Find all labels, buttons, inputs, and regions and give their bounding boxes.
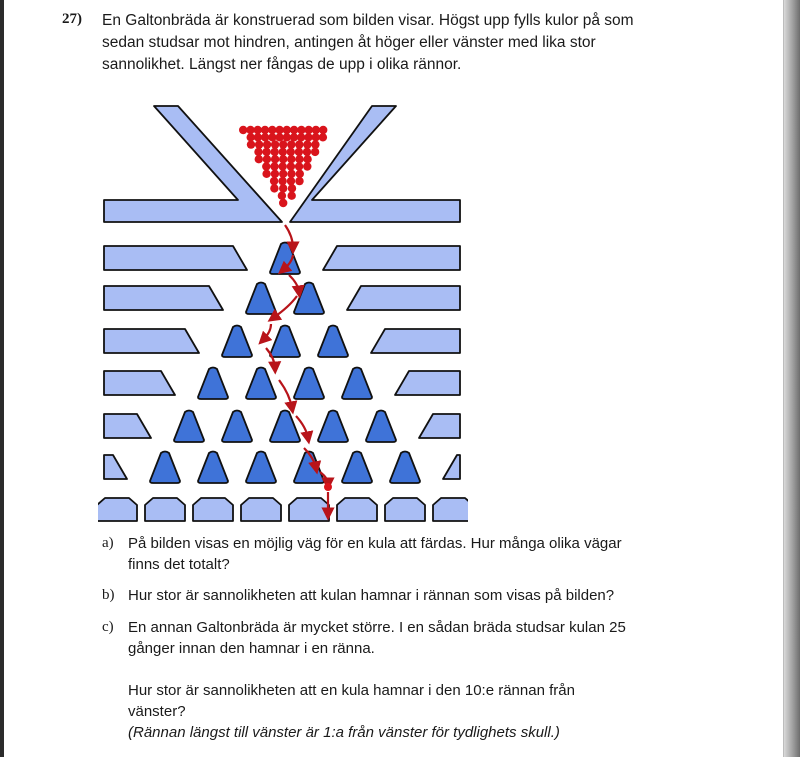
- ball: [279, 140, 287, 148]
- part-b-label: b): [102, 587, 115, 603]
- part-c-text: gånger innan den hamnar i en ränna.: [128, 640, 375, 657]
- ball: [278, 192, 286, 200]
- question-number: 27): [62, 11, 82, 27]
- bin: [433, 498, 468, 521]
- peg: [318, 326, 348, 358]
- part-c-label: c): [102, 619, 114, 635]
- side-walls: [104, 246, 460, 479]
- ball: [279, 162, 287, 170]
- right-wall: [347, 286, 460, 310]
- left-wall: [104, 246, 247, 270]
- ball: [271, 148, 279, 156]
- ball: [295, 162, 303, 170]
- window-left-edge: [0, 0, 4, 757]
- ball: [311, 148, 319, 156]
- right-wall: [395, 371, 460, 395]
- ball: [246, 126, 254, 134]
- ball: [287, 148, 295, 156]
- ball: [278, 177, 286, 185]
- peg: [270, 411, 300, 443]
- ball: [279, 155, 287, 163]
- ball: [287, 140, 295, 148]
- peg: [246, 368, 276, 400]
- ball: [254, 126, 262, 134]
- ball: [262, 170, 270, 178]
- intro-line: sannolikhet. Längst ner fångas de upp i olika rännor.: [102, 56, 462, 73]
- part-c-question-text: Hur stor är sannolikheten att en kula hamnar i den 10:e rännan från: [128, 682, 575, 699]
- ball: [295, 148, 303, 156]
- peg: [342, 452, 372, 484]
- peg: [270, 326, 300, 358]
- peg: [198, 452, 228, 484]
- bin: [385, 498, 425, 521]
- ball: [288, 184, 296, 192]
- ball: [271, 155, 279, 163]
- ball: [290, 126, 298, 134]
- part-a-label: a): [102, 535, 114, 551]
- part-b-text: Hur stor är sannolikheten att kulan hamnar i rännan som visas på bilden?: [128, 587, 615, 604]
- ball: [304, 133, 312, 141]
- ball: [303, 162, 311, 170]
- ball: [287, 155, 295, 163]
- peg: [174, 411, 204, 443]
- path-arrow: [289, 275, 299, 292]
- ball: [295, 155, 303, 163]
- ball: [303, 155, 311, 163]
- peg: [318, 411, 348, 443]
- part-a-text: På bilden visas en möjlig väg för en kula att färdas. Hur många olika vägar: [128, 535, 622, 552]
- ball: [275, 133, 283, 141]
- ball: [270, 184, 278, 192]
- ball: [270, 162, 278, 170]
- peg: [294, 368, 324, 400]
- peg: [390, 452, 420, 484]
- bin: [98, 498, 137, 521]
- ball: [288, 192, 296, 200]
- ball: [262, 162, 270, 170]
- bin: [337, 498, 377, 521]
- bin: [289, 498, 329, 521]
- peg: [222, 411, 252, 443]
- peg: [366, 411, 396, 443]
- ball: [255, 155, 263, 163]
- ball: [279, 148, 287, 156]
- ball: [295, 140, 303, 148]
- path-arrow: [279, 380, 292, 408]
- ball: [262, 148, 270, 156]
- ball: [287, 162, 295, 170]
- question-intro: [102, 10, 662, 76]
- ball: [261, 126, 269, 134]
- landing-ball: [324, 483, 332, 491]
- left-wall: [104, 414, 151, 438]
- intro-line: sedan studsar mot hindren, antingen åt höger eller vänster med lika stor: [102, 34, 596, 51]
- ball: [296, 170, 304, 178]
- right-wall: [443, 455, 460, 479]
- peg: [222, 326, 252, 358]
- funnel-right-wall: [290, 106, 460, 222]
- funnel-left-wall: [104, 106, 282, 222]
- ball: [297, 126, 305, 134]
- ball: [297, 133, 305, 141]
- ball: [319, 133, 327, 141]
- ball: [263, 155, 271, 163]
- ball: [239, 126, 247, 134]
- ball: [283, 126, 291, 134]
- ball: [279, 170, 287, 178]
- ball: [268, 126, 276, 134]
- ball: [312, 126, 320, 134]
- collection-bins: [98, 498, 468, 521]
- ball: [271, 170, 279, 178]
- galton-board-figure: [98, 100, 468, 524]
- ball: [303, 148, 311, 156]
- peg: [294, 452, 324, 484]
- ball: [263, 140, 271, 148]
- peg: [246, 452, 276, 484]
- ball: [283, 133, 291, 141]
- ball: [254, 148, 262, 156]
- ball: [305, 126, 313, 134]
- part-c-note: (Rännan längst till vänster är 1:a från vänster för tydlighets skull.): [128, 724, 560, 741]
- ball: [254, 133, 262, 141]
- ball: [279, 199, 287, 207]
- bin: [145, 498, 185, 521]
- ball: [311, 140, 319, 148]
- left-wall: [104, 455, 127, 479]
- left-wall: [104, 286, 223, 310]
- ball: [247, 140, 255, 148]
- peg-grid: [150, 243, 420, 484]
- part-a-text: finns det totalt?: [128, 556, 230, 573]
- ball: [319, 126, 327, 134]
- ball: [261, 133, 269, 141]
- right-wall: [419, 414, 460, 438]
- right-wall: [323, 246, 460, 270]
- part-c-text: En annan Galtonbräda är mycket större. I en sådan bräda studsar kulan 25: [128, 619, 626, 636]
- ball: [312, 133, 320, 141]
- part-c-question-text: vänster?: [128, 703, 186, 720]
- left-wall: [104, 371, 175, 395]
- ball: [270, 177, 278, 185]
- ball: [287, 177, 295, 185]
- peg: [246, 283, 276, 315]
- peg: [150, 452, 180, 484]
- right-wall: [371, 329, 460, 353]
- ball: [275, 126, 283, 134]
- scrollbar-track[interactable]: [784, 0, 800, 757]
- bin: [241, 498, 281, 521]
- ball: [279, 184, 287, 192]
- ball: [268, 133, 276, 141]
- ball: [247, 133, 255, 141]
- ball: [271, 140, 279, 148]
- path-arrow: [273, 296, 297, 318]
- path-arrow: [263, 324, 271, 340]
- peg: [342, 368, 372, 400]
- ball: [295, 177, 303, 185]
- ball: [287, 170, 295, 178]
- left-wall: [104, 329, 199, 353]
- bin: [193, 498, 233, 521]
- ball: [290, 133, 298, 141]
- intro-line: En Galtonbräda är konstruerad som bilden visar. Högst upp fylls kulor på som: [102, 12, 634, 29]
- peg: [198, 368, 228, 400]
- ball: [255, 140, 263, 148]
- ball: [303, 140, 311, 148]
